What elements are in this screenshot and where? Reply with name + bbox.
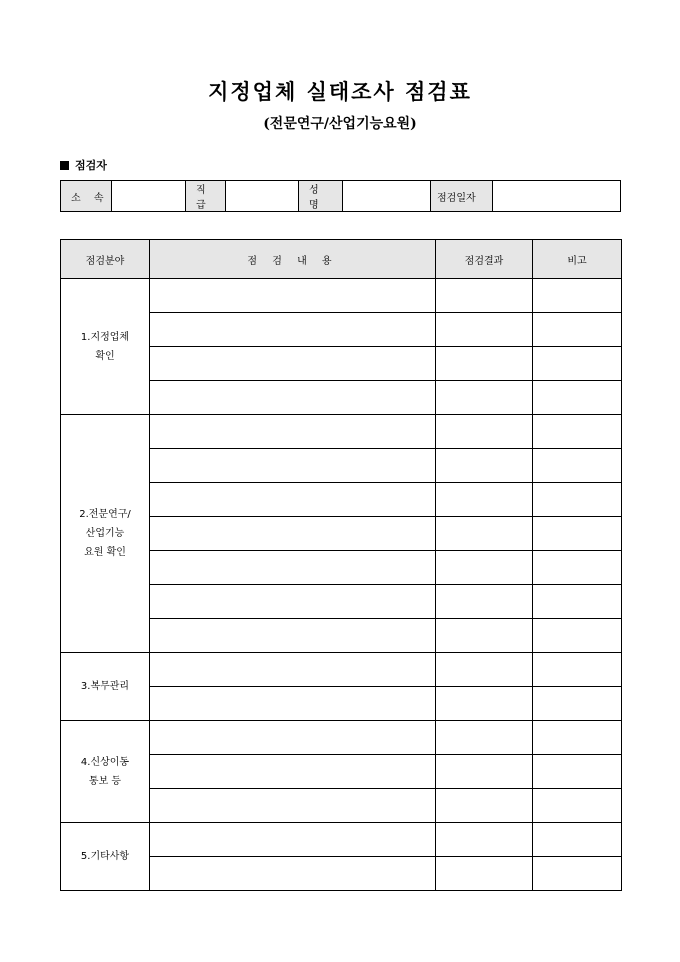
content-cell[interactable] xyxy=(150,687,436,721)
result-cell[interactable] xyxy=(436,381,533,415)
result-cell[interactable] xyxy=(436,755,533,789)
header-note: 비고 xyxy=(533,240,622,279)
page-subtitle: (전문연구/산업기능요원) xyxy=(263,116,417,132)
content-cell[interactable] xyxy=(150,755,436,789)
note-cell[interactable] xyxy=(533,755,622,789)
result-cell[interactable] xyxy=(436,823,533,857)
square-bullet-icon xyxy=(60,161,69,170)
note-cell[interactable] xyxy=(533,653,622,687)
note-cell[interactable] xyxy=(533,279,622,313)
category-4-cell xyxy=(61,721,150,823)
affiliation-field[interactable] xyxy=(112,181,186,212)
note-cell[interactable] xyxy=(533,415,622,449)
result-cell[interactable] xyxy=(436,347,533,381)
affiliation-label: 소 속 xyxy=(61,181,112,212)
note-cell[interactable] xyxy=(533,857,622,891)
category-3-cell xyxy=(61,653,150,721)
inspector-section-label: 점검자 xyxy=(75,159,107,172)
category-line: 산업기능 xyxy=(85,528,125,539)
result-cell[interactable] xyxy=(436,585,533,619)
content-cell[interactable] xyxy=(150,721,436,755)
note-cell[interactable] xyxy=(533,585,622,619)
category-1-cell xyxy=(61,279,150,415)
result-cell[interactable] xyxy=(436,687,533,721)
category-line: 확인 xyxy=(95,350,115,362)
note-cell[interactable] xyxy=(533,483,622,517)
inspection-table xyxy=(60,239,622,891)
position-label: 직 급 xyxy=(186,181,226,212)
category-line: 4.신상이동 xyxy=(80,756,130,768)
note-cell[interactable] xyxy=(533,619,622,653)
table-row xyxy=(61,415,622,449)
table-row xyxy=(61,823,622,857)
result-cell[interactable] xyxy=(436,517,533,551)
note-cell[interactable] xyxy=(533,347,622,381)
content-cell[interactable] xyxy=(150,279,436,313)
note-cell[interactable] xyxy=(533,721,622,755)
name-label: 성 명 xyxy=(299,181,343,212)
result-cell[interactable] xyxy=(436,857,533,891)
content-cell[interactable] xyxy=(150,823,436,857)
note-cell[interactable] xyxy=(533,789,622,823)
category-line: 통보 등 xyxy=(88,775,122,787)
content-cell[interactable] xyxy=(150,347,436,381)
result-cell[interactable] xyxy=(436,449,533,483)
category-line: 3.복무관리 xyxy=(80,681,130,692)
note-cell[interactable] xyxy=(533,823,622,857)
result-cell[interactable] xyxy=(436,653,533,687)
note-cell[interactable] xyxy=(533,449,622,483)
content-cell[interactable] xyxy=(150,619,436,653)
content-cell[interactable] xyxy=(150,313,436,347)
note-cell[interactable] xyxy=(533,313,622,347)
content-cell[interactable] xyxy=(150,653,436,687)
note-cell[interactable] xyxy=(533,687,622,721)
date-label: 점검일자 xyxy=(431,181,493,212)
header-content: 점 검 내 용 xyxy=(150,240,436,279)
position-field[interactable] xyxy=(226,181,299,212)
table-row xyxy=(61,721,622,755)
content-cell[interactable] xyxy=(150,415,436,449)
content-cell[interactable] xyxy=(150,381,436,415)
result-cell[interactable] xyxy=(436,619,533,653)
content-cell[interactable] xyxy=(150,483,436,517)
category-line: 1.지정업체 xyxy=(80,331,130,343)
header-result: 점검결과 xyxy=(436,240,533,279)
content-cell[interactable] xyxy=(150,585,436,619)
content-cell[interactable] xyxy=(150,857,436,891)
content-cell[interactable] xyxy=(150,789,436,823)
result-cell[interactable] xyxy=(436,551,533,585)
date-field[interactable] xyxy=(493,181,621,212)
page-title: 지정업체 실태조사 점검표 xyxy=(208,79,472,104)
content-cell[interactable] xyxy=(150,449,436,483)
category-line: 5.기타사항 xyxy=(80,851,130,862)
table-row xyxy=(61,653,622,687)
inspector-info-table xyxy=(60,180,621,212)
note-cell[interactable] xyxy=(533,381,622,415)
content-cell[interactable] xyxy=(150,517,436,551)
inspector-section-heading xyxy=(60,157,107,173)
table-row xyxy=(61,279,622,313)
content-cell[interactable] xyxy=(150,551,436,585)
category-line: 요원 확인 xyxy=(84,547,126,558)
result-cell[interactable] xyxy=(436,415,533,449)
result-cell[interactable] xyxy=(436,789,533,823)
note-cell[interactable] xyxy=(533,551,622,585)
category-5-cell xyxy=(61,823,150,891)
note-cell[interactable] xyxy=(533,517,622,551)
result-cell[interactable] xyxy=(436,279,533,313)
result-cell[interactable] xyxy=(436,483,533,517)
category-line: 2.전문연구/ xyxy=(79,509,131,520)
result-cell[interactable] xyxy=(436,721,533,755)
name-field[interactable] xyxy=(343,181,431,212)
table-header-row xyxy=(61,240,622,279)
category-2-cell xyxy=(61,415,150,653)
header-area: 점검분야 xyxy=(61,240,150,279)
result-cell[interactable] xyxy=(436,313,533,347)
